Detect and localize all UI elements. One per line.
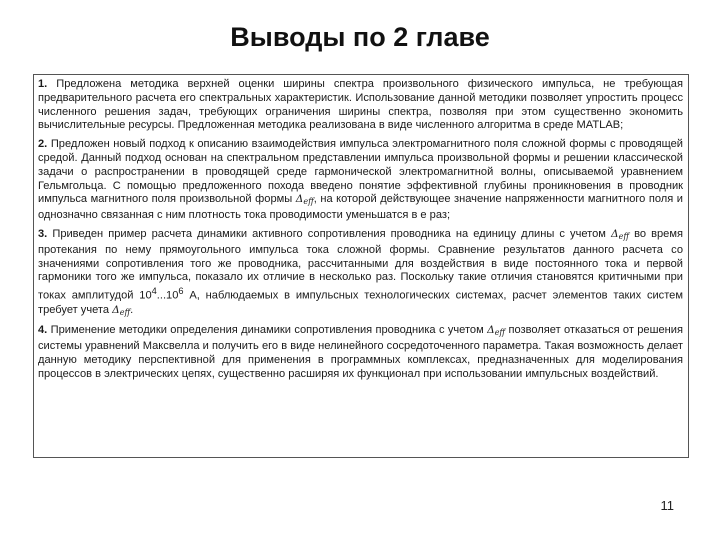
item-text: Приведен пример расчета динамики активного сопротивления проводника на единицу длины с учетом	[52, 227, 606, 240]
exponent: 4	[151, 286, 157, 297]
item-text: ...10	[156, 289, 179, 302]
conclusion-item-2	[38, 138, 683, 223]
item-text: , на которой действующее значение напряженности магнитного поля и однозначно связанная с ним плотность тока проводимости уменьшатся в e раз;	[38, 193, 683, 222]
item-number: 4.	[38, 324, 48, 337]
conclusion-item-1	[38, 78, 683, 133]
slide-title: Выводы по 2 главе	[230, 22, 490, 52]
item-number: 2.	[38, 138, 48, 151]
item-text: Предложен новый подход к описанию взаимодействия импульса электромагнитного поля сложной формы с проводящей средой. Данный подход основан на спектральном представлении импульса произвольной формы и решении классической задачи о распространении в проводящей среде гармонической электромагнитной волны, описываемой уравнением Гельмгольца. С помощью предложенного похода введено понятие эффективной глубины проникновения в проводник импульса магнитного поля произвольной формы	[38, 138, 683, 206]
delta-eff-symbol: $\Delta_{eff}$	[611, 227, 630, 241]
page-number: 11	[660, 498, 674, 513]
item-text: Применение методики определения динамики сопротивления проводника с учетом	[50, 324, 484, 337]
item-number: 1.	[38, 78, 48, 90]
delta-eff-symbol: $\Delta_{eff}$	[295, 193, 314, 207]
delta-eff-symbol: $\Delta_{eff}$	[487, 324, 506, 338]
delta-eff-symbol: $\Delta_{eff}$	[112, 303, 131, 317]
exponent: 6	[178, 286, 184, 297]
conclusion-item-4	[38, 324, 683, 381]
item-text: А, наблюдаемых в импульсных технологических системах, расчет элементов таких систем требует учета	[38, 289, 683, 316]
conclusion-item-3	[38, 228, 683, 319]
item-text: позволяет отказаться от решения системы уравнений Максвелла и получить его в виде нелинейного сосредоточенного параметра. Такая возможность делает данную методику перспективной для применения в программных комплексах, предназначенных для моделирования процессов в электрических цепях, существенно расширяя их функционал при использовании импульсных воздействий.	[38, 324, 684, 380]
item-number: 3.	[38, 227, 48, 240]
item-text: во время протекания по нему прямоугольного импульса тока сложной формы. Сравнение результатов данного расчета со значениями сопротивления того же проводника, рассчитанными для воздействия в виде постоянного тока и первой гармоники того же импульса, показало их отличие в несколько раз. Поскольку такие отличия становятся критичными при токах амплитудой 10	[38, 227, 683, 302]
item-text: .	[130, 303, 134, 316]
conclusions-box	[33, 74, 689, 458]
item-text: Предложена методика верхней оценки ширины спектра произвольного физического импульса, не требующая предварительного расчета его спектральных характеристик. Использование данной методики позволяет упростить процесс численного решения задач, требующих ограничения ширины спектра, позволяя при этом существенно экономить вычислительные ресурсы. Предложенная методика реализована в виде численного алгоритма в среде MATLAB;	[38, 78, 683, 132]
